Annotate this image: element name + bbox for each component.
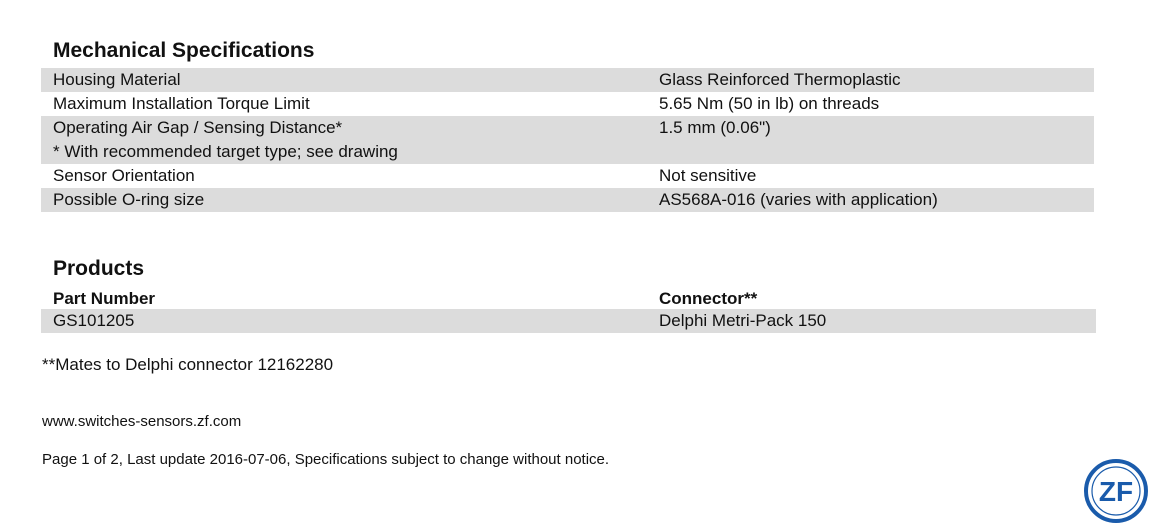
spec-label: Maximum Installation Torque Limit <box>53 94 310 113</box>
table-row <box>41 309 1096 333</box>
spec-footnote: * With recommended target type; see drawing <box>53 142 398 161</box>
connector-footnote: **Mates to Delphi connector 12162280 <box>42 355 334 374</box>
spec-value: Not sensitive <box>659 166 757 185</box>
spec-label: Housing Material <box>53 70 181 89</box>
products-title: Products <box>53 257 145 280</box>
part-number-header: Part Number <box>53 289 156 308</box>
zf-logo-text: ZF <box>1098 476 1134 507</box>
spec-row-air-gap <box>41 116 1094 164</box>
spec-value: Glass Reinforced Thermoplastic <box>659 70 901 89</box>
connector-cell: Delphi Metri-Pack 150 <box>659 311 827 330</box>
spec-label: Operating Air Gap / Sensing Distance* <box>53 118 343 137</box>
spec-row-o-ring-size <box>41 188 1094 212</box>
spec-row-housing-material <box>41 68 1094 92</box>
mechanical-specs-title: Mechanical Specifications <box>53 39 315 62</box>
mechanical-specs-table <box>41 68 1094 212</box>
page-info: Page 1 of 2, Last update 2016-07-06, Specifications subject to change without notice. <box>42 451 610 468</box>
products-table <box>41 287 1096 333</box>
spec-value: 5.65 Nm (50 in lb) on threads <box>659 94 880 113</box>
spec-value: 1.5 mm (0.06") <box>659 118 771 137</box>
products-header-row <box>41 287 1096 309</box>
part-number-cell: GS101205 <box>53 311 135 330</box>
spec-label: Sensor Orientation <box>53 166 195 185</box>
zf-logo <box>1083 458 1149 524</box>
spec-value: AS568A-016 (varies with application) <box>659 190 938 209</box>
spec-row-torque-limit <box>41 92 1094 116</box>
connector-header: Connector** <box>659 289 758 308</box>
website-link[interactable]: www.switches-sensors.zf.com <box>42 413 242 430</box>
spec-label: Possible O-ring size <box>53 190 205 209</box>
spec-row-sensor-orientation <box>41 164 1094 188</box>
